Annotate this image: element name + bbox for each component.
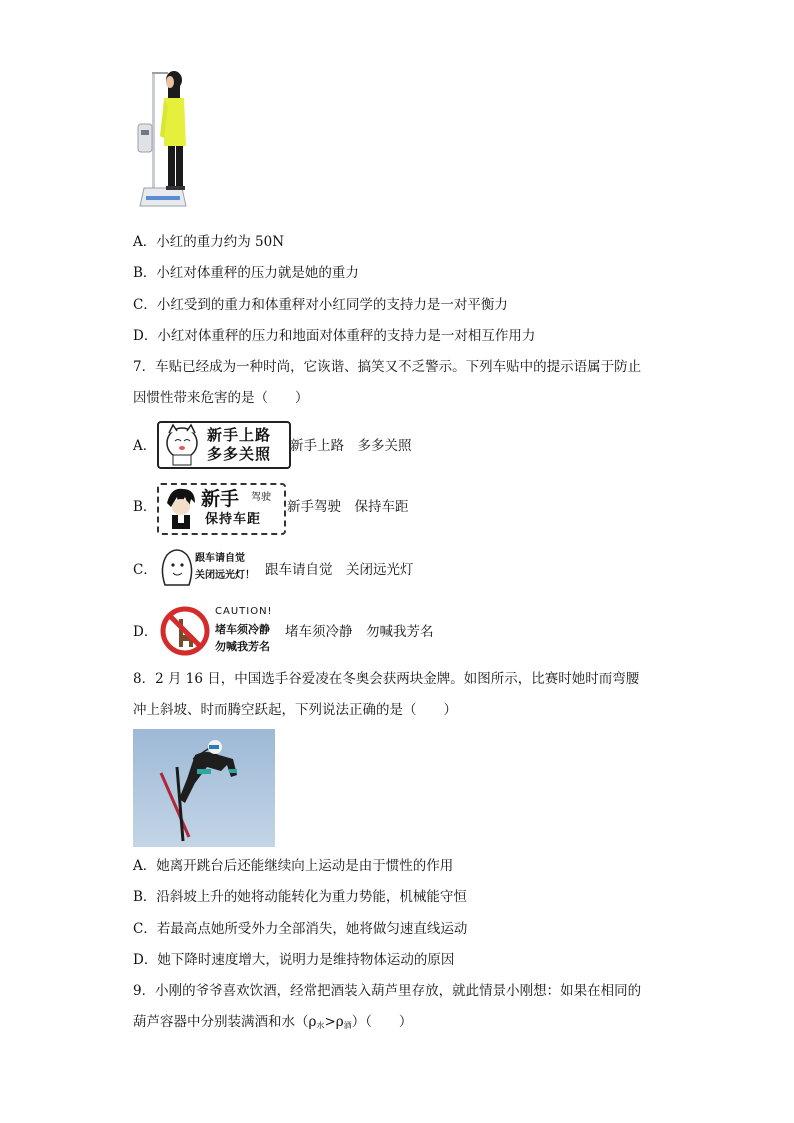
q7-option-d-sticker-line2: 勿喊我芳名: [215, 640, 270, 653]
q7-option-a-sticker-line1: 新手上路: [207, 426, 272, 444]
cat-icon: [159, 423, 205, 467]
skier-photo: [133, 729, 275, 847]
q7-option-a-letter: A．: [133, 438, 157, 454]
q7-option-a-sticker-line2: 多多关照: [207, 445, 272, 463]
q7-option-b-sticker-line1b: 驾驶: [251, 492, 271, 503]
q7-option-b-sticker-line2: 保持车距: [205, 512, 262, 527]
q8-option-d: D．她下降时速度增大，说明力是维持物体运动的原因: [133, 952, 455, 968]
q7-stem-line2: 因惯性带来危害的是（ ）: [133, 390, 309, 406]
q7-option-d-sticker-line1: 堵车须冷静: [215, 623, 270, 636]
q7-option-a-text: 新手上路 多多关照: [290, 438, 412, 454]
q7-option-c-sticker-line1: 跟车请自觉: [195, 553, 245, 564]
q7-option-d-text: 堵车须冷静 勿喊我芳名: [285, 624, 434, 640]
q9-stem-line2-a: 葫芦容器中分别装满酒和水（ρ: [133, 1014, 317, 1030]
q6-option-c: C．小红受到的重力和体重秤对小红同学的支持力是一对平衡力: [133, 297, 508, 313]
q9-sub-wine: 酒: [343, 1021, 352, 1030]
q7-option-c-letter: C．: [133, 562, 157, 578]
q8-stem-line2: 冲上斜坡、时而腾空跃起，下列说法正确的是（ ）: [133, 702, 457, 718]
q7-option-b-sticker: [157, 483, 286, 535]
q7-option-c-sticker-line2: 关闭远光灯！: [195, 570, 255, 581]
freestyle-skier-illustration: [133, 729, 275, 847]
q7-option-c-text: 跟车请自觉 关闭远光灯: [265, 562, 414, 578]
q6-option-d: D．小红对体重秤的压力和地面对体重秤的支持力是一对相互作用力: [133, 328, 536, 344]
q8-option-a: A．她离开跳台后还能继续向上运动是由于惯性的作用: [133, 858, 454, 874]
q7-option-b-letter: B．: [133, 499, 157, 515]
anime-boy-icon: [161, 485, 201, 531]
q7-stem-line1: 7．车贴已经成为一种时尚，它诙谐、搞笑又不乏警示。下列车贴中的提示语属于防止: [133, 359, 642, 375]
q9-sub-water: 水: [316, 1021, 325, 1030]
person-on-scale-illustration: [130, 66, 192, 212]
q7-option-b-sticker-line1: 新手: [201, 488, 240, 510]
q9-stem-line2-b: ）（ ）: [351, 1014, 413, 1030]
ghost-face-icon: [157, 545, 197, 591]
q9-gt-rho: >ρ: [324, 1014, 344, 1030]
q8-option-b: B．沿斜坡上升的她将动能转化为重力势能，机械能守恒: [133, 889, 467, 905]
q6-option-a: A．小红的重力约为 50N: [133, 234, 285, 250]
q7-option-d-sticker-top: CAUTION!: [215, 606, 273, 617]
q7-option-d-letter: D．: [133, 624, 158, 640]
q9-stem-line1: 9．小刚的爷爷喜欢饮酒，经常把酒装入葫芦里存放，就此情景小刚想：如果在相同的: [133, 983, 642, 999]
q6-option-b: B．小红对体重秤的压力就是她的重力: [133, 265, 359, 281]
no-llama-icon: [159, 605, 211, 657]
q8-stem-line1: 8．2 月 16 日，中国选手谷爱凌在冬奥会获两块金牌。如图所示，比赛时她时而弯腰: [133, 671, 640, 687]
scale-figure: [130, 66, 192, 212]
q7-option-a-sticker: [157, 421, 291, 469]
q7-option-b-text: 新手驾驶 保持车距: [287, 499, 409, 515]
q8-option-c: C．若最高点她所受外力全部消失，她将做匀速直线运动: [133, 921, 468, 937]
q7-option-d-sticker: [157, 604, 285, 658]
q9-stem-line2: [133, 1013, 412, 1035]
q7-option-c-sticker: [157, 545, 265, 591]
